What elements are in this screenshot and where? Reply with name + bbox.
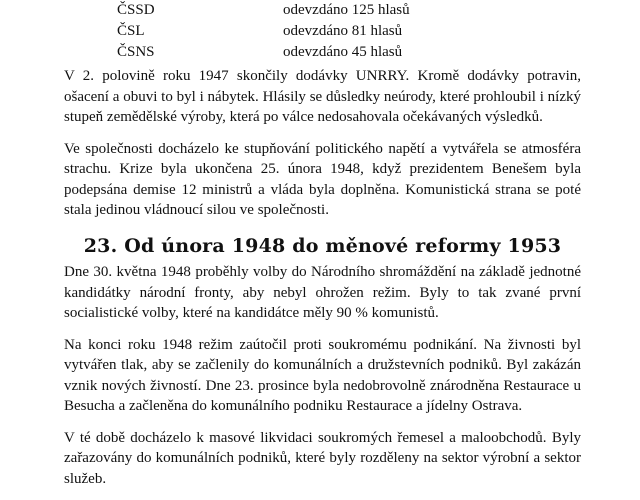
vote-count: odevzdáno 125 hlasů bbox=[283, 2, 410, 18]
party-name: ČSL bbox=[117, 23, 145, 39]
paragraph: V 2. polovině roku 1947 skončily dodávky UNRRY. Kromě dodávky potravin, ošacení a obuvi to byl i nábytek. Hlásily se důsledky neúrody, které prohloubil i nízký stupeň zemědělské výroby, která po válce nedosahovala očekávaných výsledků. bbox=[64, 68, 581, 125]
party-name: ČSNS bbox=[117, 44, 155, 60]
vote-row-csns bbox=[117, 42, 537, 63]
vote-row-csl bbox=[117, 21, 537, 42]
paragraph: Na konci roku 1948 režim zaútočil proti soukromému podnikání. Na živnosti byl vytvářen tlak, aby se začlenily do komunálních a družstevních podniků. Byl zakázán vznik nových živností. Dne 23. prosince byla nedobrovolně znárodněna Restaurace u Besucha a začleněna do komunálního podniku Restaurace a jídelny Ostrava. bbox=[64, 336, 581, 414]
vote-count: odevzdáno 45 hlasů bbox=[283, 44, 403, 60]
paragraph: Ve společnosti docházelo ke stupňování politického napětí a vytvářela se atmosféra strachu. Krize byla ukončena 25. února 1948, když prezidentem Benešem byla podepsána demise 12 ministrů a vláda byla doplněna. Komunistická strana se poté stala jedinou vládnoucí silou ve společnosti. bbox=[64, 140, 581, 218]
party-name: ČSSD bbox=[117, 2, 155, 18]
text-block-before-heading bbox=[64, 66, 581, 232]
vote-results-list bbox=[117, 0, 537, 63]
paragraph: Dne 30. května 1948 proběhly volby do Národního shromáždění na základě jednotné kandidátky národní fronty, aby nebyl ohrožen režim. Byly to tak zvané první socialistické volby, které na kandidátce měly 90 % komunistů. bbox=[64, 264, 581, 321]
section-heading: 23. Od února 1948 do měnové reformy 1953 bbox=[83, 235, 562, 257]
vote-row-cssd bbox=[117, 0, 537, 21]
vote-count: odevzdáno 81 hlasů bbox=[283, 23, 403, 39]
text-block-after-heading bbox=[64, 262, 581, 500]
paragraph: V té době docházelo k masové likvidaci soukromých řemesel a maloobchodů. Byly zařazovány do komunálních podniků, které byly rozděleny na sektor výrobní a sektor služeb. bbox=[64, 429, 581, 487]
